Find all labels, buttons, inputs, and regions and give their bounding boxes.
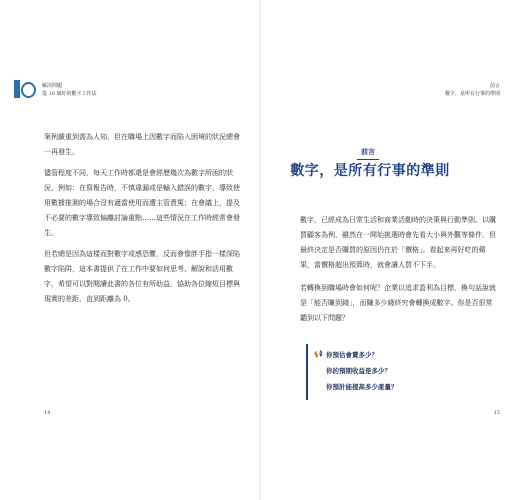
question-3: 你預計能提高多少產量？ bbox=[326, 383, 398, 391]
page-gutter bbox=[259, 0, 261, 500]
right-body-text bbox=[300, 213, 497, 326]
question-callout bbox=[306, 344, 478, 400]
right-page-number: 15 bbox=[493, 410, 500, 416]
right-paragraph-1: 數字，已經成為日常生活和商業活動時的決策與行動準則。以購買顧客為例，雖然在一開始挑選時會先看大小與外觀等條件，但最終決定是否購買的原因仍在於「價格」。看起來再好吃的蘋果，當價格超出預算時，就會讓人買不下手。 bbox=[300, 216, 496, 269]
left-paragraph-3: 但若總是因為這樣而對數字或感恐懼，反而會像胖手指一樣深陷數字陷阱，這本書提供了在工作中要如何思考、解說和活用數字，希望可以對閱讀此書的各位有所助益，協助各位縮短目標與現實的差距，直到距離為 0。 bbox=[44, 250, 240, 303]
left-paragraph-2: 儘管程度不同，每天工作時都還是會經歷幾次為數字所困的狀況，例如：在寫報告時，不慎違漏或是輸入錯誤的數字，導致使用數據推測的場合沒有適當使用而遭主管責罵；在會議上，提及不必要的數字導致偏離討論重點……這些情況在工作時經常會發生。 bbox=[44, 169, 240, 237]
logo-digit-zero bbox=[21, 82, 36, 98]
right-running-header bbox=[445, 82, 500, 98]
right-paragraph-2: 若轉換到職場時會如何呢？企業以追求盈利為目標，換句話說就是「能否賺到錢」，而賺多少錢終究會轉換成數字。你是否很常聽到以下問題？ bbox=[300, 284, 496, 322]
left-page-number: 14 bbox=[44, 410, 51, 416]
question-2: 你的預期收益是多少？ bbox=[326, 367, 391, 375]
left-running-header bbox=[42, 82, 97, 98]
left-paragraph-1: 案例嚴重到需為人知，但在職場上因數字而陷入困境的狀況總會一再發生。 bbox=[44, 133, 240, 156]
question-1: 你預估會賣多少？ bbox=[326, 351, 378, 359]
left-header-line2: 從 10 個好的數字工作法 bbox=[42, 91, 97, 97]
chapter-title: 數字，是所有行事的準則 bbox=[290, 163, 450, 179]
left-body-text bbox=[44, 130, 244, 307]
left-header-line1: 解決問題 bbox=[42, 83, 63, 89]
logo-digit-one bbox=[14, 80, 20, 98]
right-header-line1: 前言 bbox=[489, 83, 500, 89]
right-header-line2: 數字，是所有行事的準則 bbox=[444, 91, 500, 97]
section-label: 前言 bbox=[350, 147, 386, 160]
megaphone-icon: 📢 bbox=[314, 350, 323, 358]
logo-10-icon bbox=[14, 80, 36, 98]
